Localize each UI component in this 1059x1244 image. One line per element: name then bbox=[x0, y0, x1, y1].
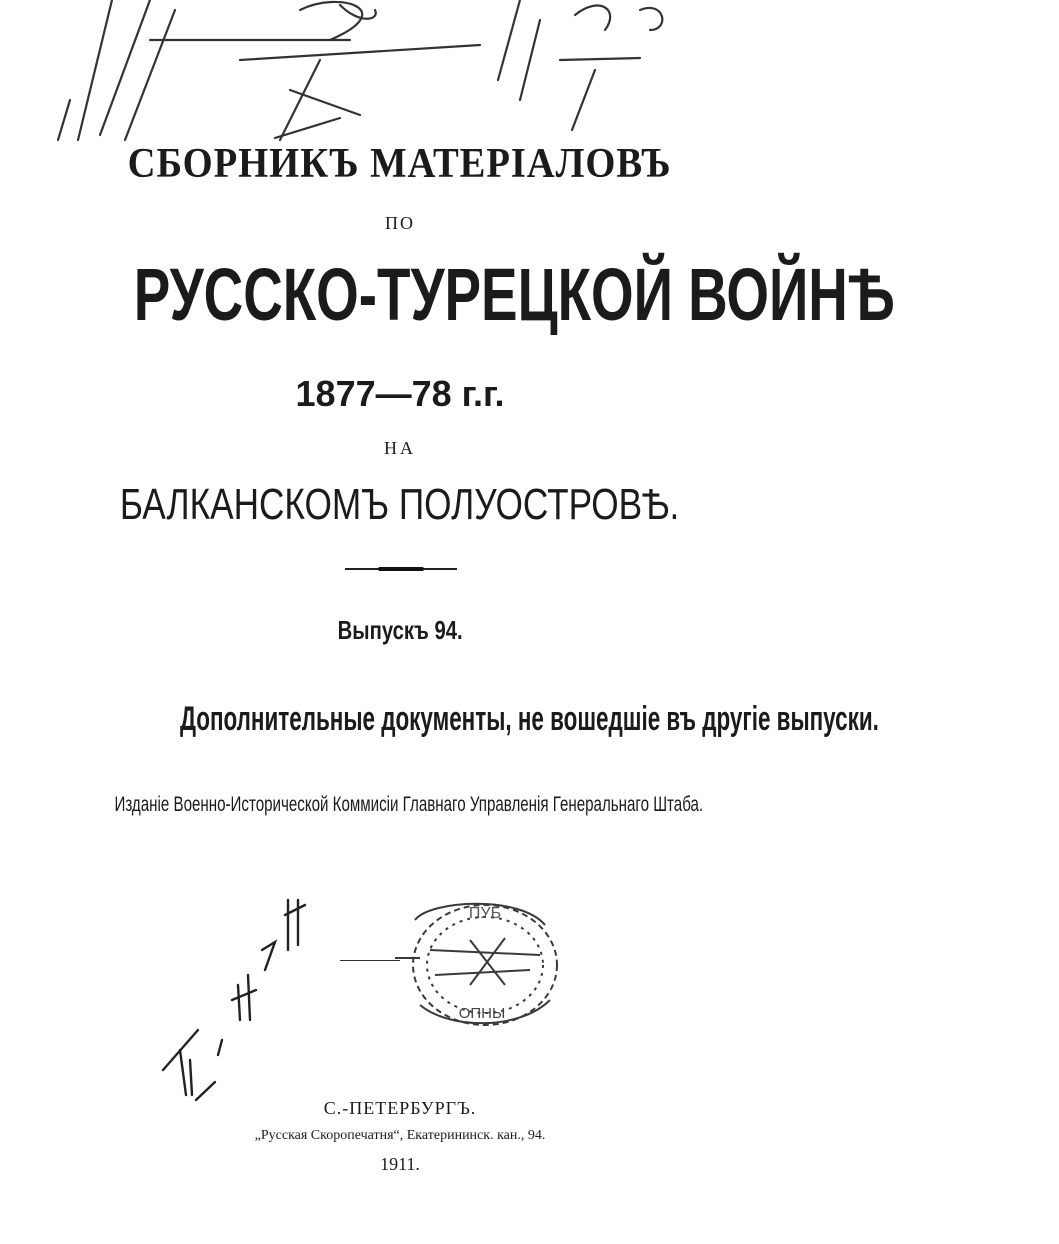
svg-text:ОПНЫ: ОПНЫ bbox=[458, 1005, 506, 1022]
war-title: РУССКО-ТУРЕЦКОЙ ВОЙНѢ bbox=[133, 253, 896, 336]
series-title: СБОРНИКЪ МАТЕРІАЛОВЪ bbox=[128, 141, 672, 187]
preposition-po: ПО bbox=[385, 213, 415, 233]
war-years: 1877—78 г.г. bbox=[295, 373, 505, 414]
issue-number: Выпускъ 94. bbox=[337, 615, 463, 645]
volume-subtitle: Дополнительные документы, не вошедшіе въ другіе выпуски. bbox=[180, 700, 879, 738]
imprint-printer: „Русская Скоропечатня“, Екатерининск. кан., 94. bbox=[254, 1128, 546, 1143]
preposition-na: НА bbox=[384, 438, 416, 458]
imprint-city: С.-ПЕТЕРБУРГЪ. bbox=[323, 1098, 477, 1118]
publisher-line: Изданіе Военно-Исторической Коммисіи Главнаго Управленія Генеральнаго Штаба. bbox=[114, 793, 704, 816]
theatre-title: БАЛКАНСКОМЪ ПОЛУОСТРОВѢ. bbox=[120, 480, 680, 529]
svg-text:ПУБ: ПУБ bbox=[468, 905, 502, 922]
imprint-year: 1911. bbox=[380, 1154, 420, 1174]
